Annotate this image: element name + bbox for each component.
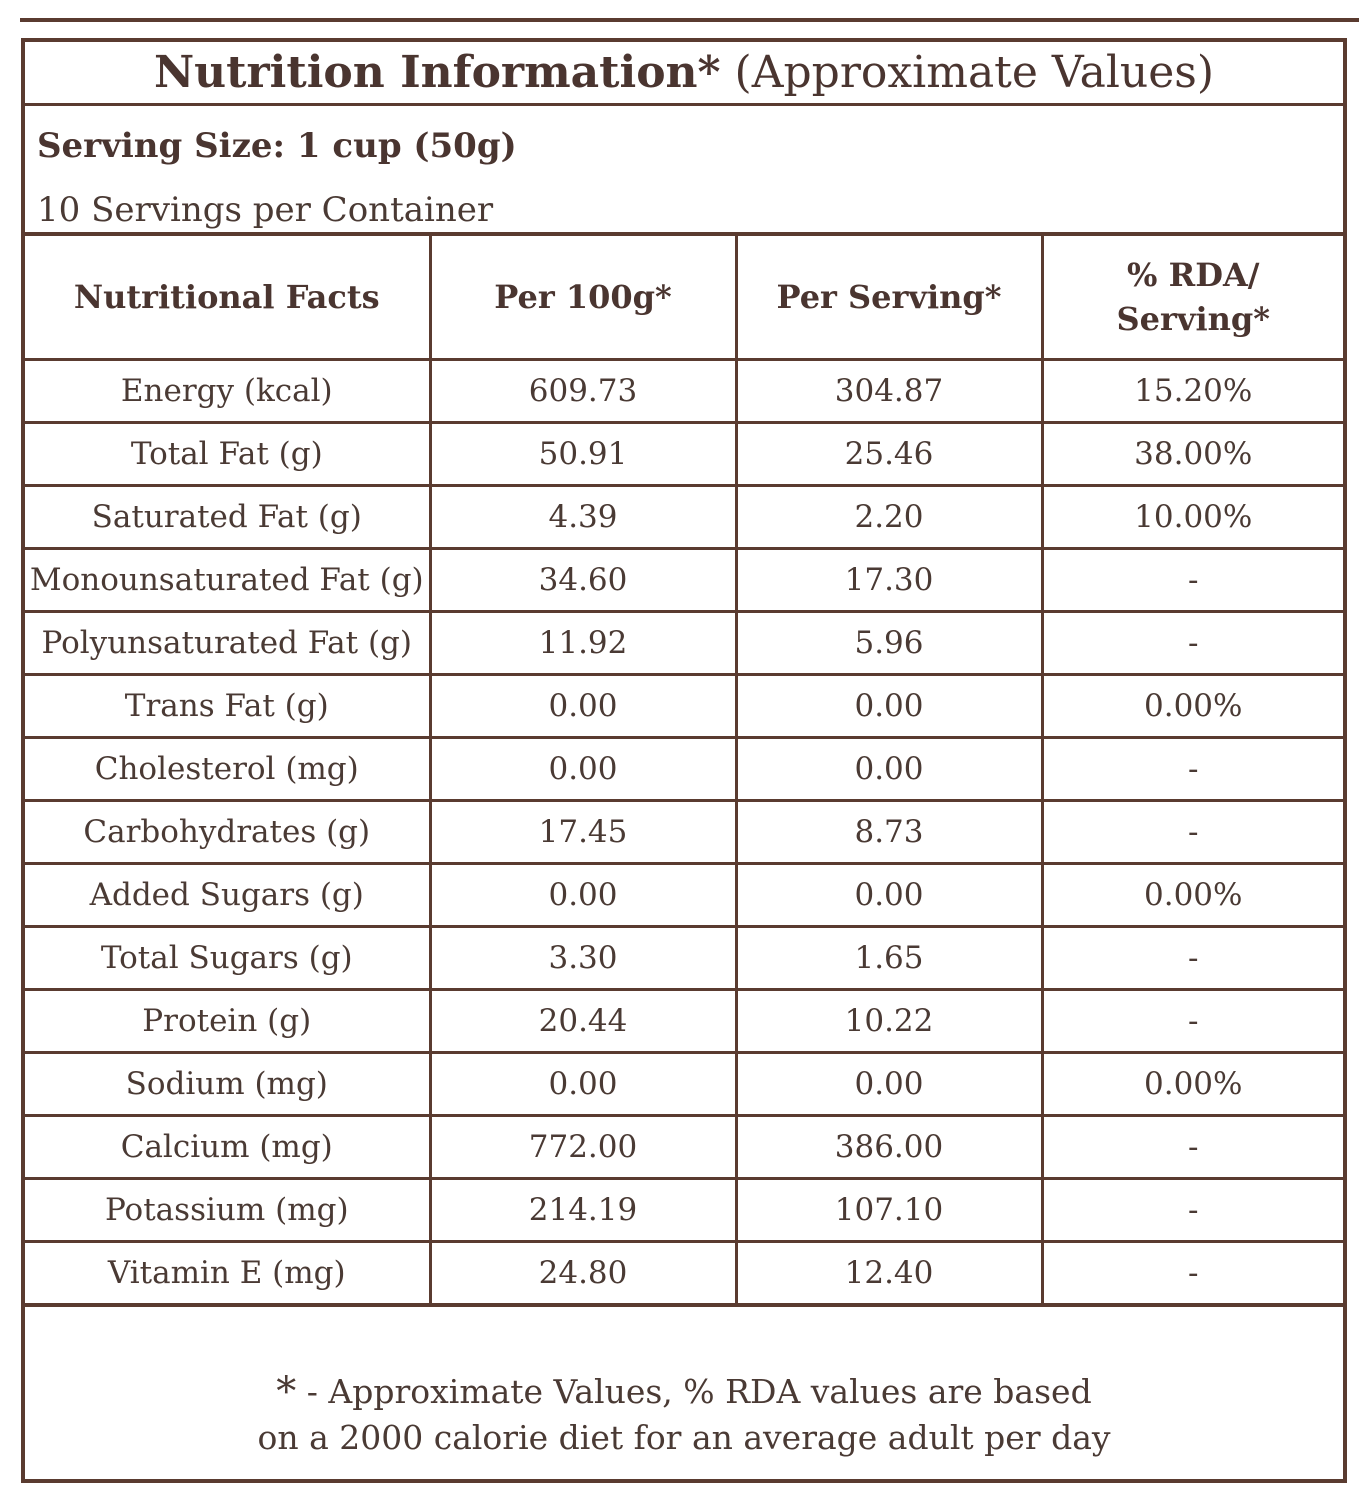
table-row [25,360,1343,423]
per-serving-value: 8.73 [736,801,1042,864]
per-100g-value: 24.80 [430,1242,736,1306]
per-100g-value: 0.00 [430,864,736,927]
footnote-text-1: - Approximate Values, % RDA values are based [296,1372,1092,1411]
table-header-row [25,236,1343,360]
per-serving-value: 0.00 [736,864,1042,927]
table-row [25,1116,1343,1179]
per-serving-value: 0.00 [736,675,1042,738]
rda-value: 0.00% [1042,675,1343,738]
nutrient-name: Added Sugars (g) [25,864,430,927]
per-serving-value: 12.40 [736,1242,1042,1306]
header-per-serving: Per Serving* [736,236,1042,360]
per-100g-value: 609.73 [430,360,736,423]
rda-value: 15.20% [1042,360,1343,423]
per-100g-value: 3.30 [430,927,736,990]
rda-value: - [1042,612,1343,675]
per-serving-value: 0.00 [736,1053,1042,1116]
rda-value: - [1042,1242,1343,1306]
nutrient-name: Total Fat (g) [25,423,430,486]
rda-value: 0.00% [1042,864,1343,927]
table-row [25,675,1343,738]
rda-value: - [1042,1116,1343,1179]
per-serving-value: 304.87 [736,360,1042,423]
per-100g-value: 214.19 [430,1179,736,1242]
nutrient-name: Calcium (mg) [25,1116,430,1179]
nutrient-name: Total Sugars (g) [25,927,430,990]
rda-value: - [1042,1179,1343,1242]
table-row [25,801,1343,864]
per-100g-value: 0.00 [430,675,736,738]
panel-title [25,42,1343,106]
table-row [25,990,1343,1053]
nutrition-table [25,236,1343,1307]
per-100g-value: 20.44 [430,990,736,1053]
table-row [25,1242,1343,1306]
nutrient-name: Monounsaturated Fat (g) [25,549,430,612]
per-serving-value: 25.46 [736,423,1042,486]
nutrient-name: Vitamin E (mg) [25,1242,430,1306]
per-serving-value: 2.20 [736,486,1042,549]
table-row [25,486,1343,549]
nutrient-name: Energy (kcal) [25,360,430,423]
nutrient-name: Cholesterol (mg) [25,738,430,801]
per-serving-value: 5.96 [736,612,1042,675]
servings-per-container: 10 Servings per Container [37,190,494,230]
table-row [25,549,1343,612]
per-100g-value: 4.39 [430,486,736,549]
table-row [25,738,1343,801]
nutrient-name: Saturated Fat (g) [25,486,430,549]
rda-value: - [1042,927,1343,990]
per-serving-value: 0.00 [736,738,1042,801]
table-row [25,864,1343,927]
table-body [25,360,1343,1306]
table-row [25,1179,1343,1242]
title-bold: Nutrition Information* [153,47,721,98]
rda-value: - [1042,549,1343,612]
per-100g-value: 34.60 [430,549,736,612]
rda-value: 0.00% [1042,1053,1343,1116]
per-100g-value: 772.00 [430,1116,736,1179]
serving-info [25,106,1343,236]
top-divider-line [20,18,1359,22]
nutrient-name: Polyunsaturated Fat (g) [25,612,430,675]
header-per-100g: Per 100g* [430,236,736,360]
nutrient-name: Sodium (mg) [25,1053,430,1116]
footnote [25,1351,1343,1479]
per-100g-value: 50.91 [430,423,736,486]
per-100g-value: 0.00 [430,1053,736,1116]
footnote-star: * [276,1369,297,1415]
table-row [25,423,1343,486]
rda-value: - [1042,738,1343,801]
header-nutritional-facts: Nutritional Facts [25,236,430,360]
footnote-line-2: on a 2000 calorie diet for an average adult per day [257,1418,1111,1457]
per-serving-value: 386.00 [736,1116,1042,1179]
nutrient-name: Carbohydrates (g) [25,801,430,864]
per-serving-value: 17.30 [736,549,1042,612]
header-rda-serving: % RDA/ Serving* [1042,236,1343,360]
rda-value: - [1042,990,1343,1053]
per-100g-value: 11.92 [430,612,736,675]
per-100g-value: 17.45 [430,801,736,864]
rda-value: 38.00% [1042,423,1343,486]
per-serving-value: 1.65 [736,927,1042,990]
serving-size: Serving Size: 1 cup (50g) [37,126,517,166]
rda-value: - [1042,801,1343,864]
table-row [25,1053,1343,1116]
per-serving-value: 10.22 [736,990,1042,1053]
footnote-line-1 [25,1369,1343,1415]
table-row [25,612,1343,675]
table-row [25,927,1343,990]
per-serving-value: 107.10 [736,1179,1042,1242]
per-100g-value: 0.00 [430,738,736,801]
nutrient-name: Potassium (mg) [25,1179,430,1242]
nutrient-name: Trans Fat (g) [25,675,430,738]
title-rest: (Approximate Values) [734,47,1215,98]
rda-value: 10.00% [1042,486,1343,549]
nutrient-name: Protein (g) [25,990,430,1053]
nutrition-panel [21,38,1347,1483]
